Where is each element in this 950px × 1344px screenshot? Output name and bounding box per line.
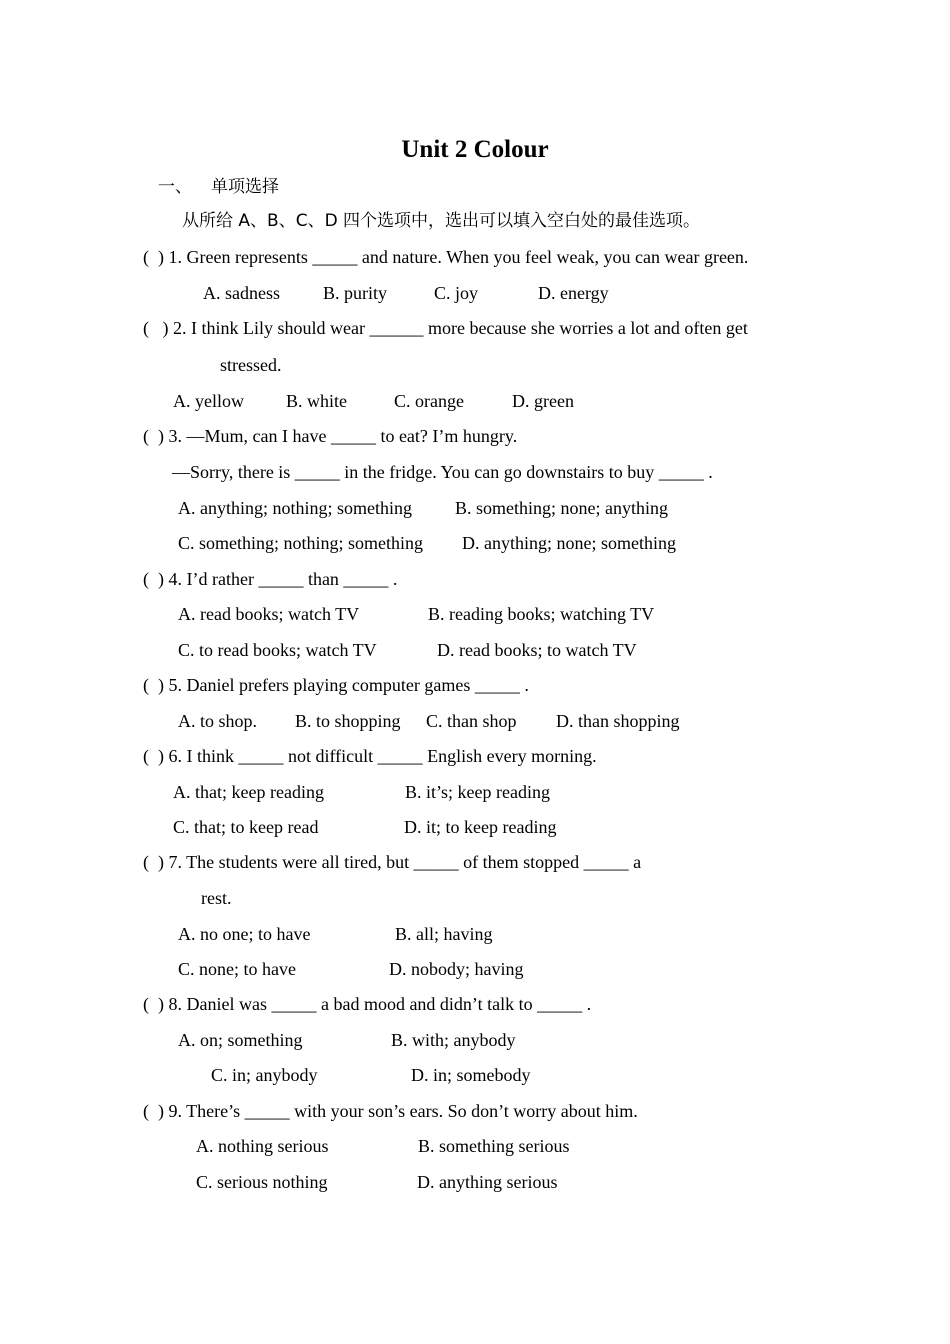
question-7-option-b: B. all; having [395, 924, 493, 944]
question-6-option-b: B. it’s; keep reading [405, 782, 550, 802]
question-1-stem: ( ) 1. Green represents _____ and nature. When you feel weak, you can wear green. [143, 247, 749, 267]
question-9-option-a: A. nothing serious [196, 1136, 329, 1156]
question-6-stem: ( ) 6. I think _____ not difficult _____ English every morning. [143, 746, 597, 766]
question-7-option-c: C. none; to have [178, 959, 296, 979]
question-2-option-c: C. orange [394, 391, 464, 411]
question-9-option-c: C. serious nothing [196, 1172, 328, 1192]
question-1-option-c: C. joy [434, 283, 479, 303]
question-3-stem-continued: —Sorry, there is _____ in the fridge. You can go downstairs to buy _____ . [172, 462, 713, 482]
question-8-option-a: A. on; something [178, 1030, 303, 1050]
page-title: Unit 2 Colour [401, 136, 549, 163]
question-2-option-d: D. green [512, 391, 574, 411]
question-4-stem: ( ) 4. I’d rather _____ than _____ . [143, 569, 398, 589]
question-9-option-d: D. anything serious [417, 1172, 558, 1192]
question-6-option-d: D. it; to keep reading [404, 817, 557, 837]
question-2-stem-continued: stressed. [220, 355, 282, 375]
question-1-option-d: D. energy [538, 283, 609, 303]
question-5-option-c: C. than shop [426, 711, 517, 731]
question-3-option-b: B. something; none; anything [455, 498, 668, 518]
question-7-stem-continued: rest. [201, 888, 232, 908]
question-4-option-c: C. to read books; watch TV [178, 640, 377, 660]
question-6-option-c: C. that; to keep read [173, 817, 319, 837]
question-5-stem: ( ) 5. Daniel prefers playing computer games _____ . [143, 675, 529, 695]
question-8-option-b: B. with; anybody [391, 1030, 516, 1050]
question-6-option-a: A. that; keep reading [173, 782, 324, 802]
question-7-option-a: A. no one; to have [178, 924, 311, 944]
section-number: 一、 [158, 177, 192, 197]
question-7-option-d: D. nobody; having [389, 959, 524, 979]
question-1-option-a: A. sadness [203, 283, 280, 303]
question-3-option-c: C. something; nothing; something [178, 533, 424, 553]
question-5-option-d: D. than shopping [556, 711, 680, 731]
question-5-option-a: A. to shop. [178, 711, 258, 731]
question-4-option-a: A. read books; watch TV [178, 604, 360, 624]
question-4-option-d: D. read books; to watch TV [437, 640, 637, 660]
question-2-option-a: A. yellow [173, 391, 244, 411]
question-8-option-d: D. in; somebody [411, 1065, 531, 1085]
question-9-option-b: B. something serious [418, 1136, 570, 1156]
question-3-stem: ( ) 3. —Mum, can I have _____ to eat? I’m hungry. [143, 426, 518, 446]
question-2-option-b: B. white [286, 391, 347, 411]
question-5-option-b: B. to shopping [295, 711, 401, 731]
question-7-stem: ( ) 7. The students were all tired, but _____ of them stopped _____ a [143, 852, 642, 872]
question-8-stem: ( ) 8. Daniel was _____ a bad mood and didn’t talk to _____ . [143, 994, 592, 1014]
question-4-option-b: B. reading books; watching TV [428, 604, 655, 624]
question-8-option-c: C. in; anybody [211, 1065, 318, 1085]
question-2-stem: ( ) 2. I think Lily should wear ______ more because she worries a lot and often get [143, 318, 748, 338]
question-9-stem: ( ) 9. There’s _____ with your son’s ears. So don’t worry about him. [143, 1101, 638, 1121]
section-instruction: 从所给 A、B、C、D 四个选项中，选出可以填入空白处的最佳选项。 [182, 211, 701, 231]
section-heading: 单项选择 [211, 177, 279, 197]
question-3-option-a: A. anything; nothing; something [178, 498, 412, 518]
question-3-option-d: D. anything; none; something [462, 533, 676, 553]
question-1-option-b: B. purity [323, 283, 388, 303]
